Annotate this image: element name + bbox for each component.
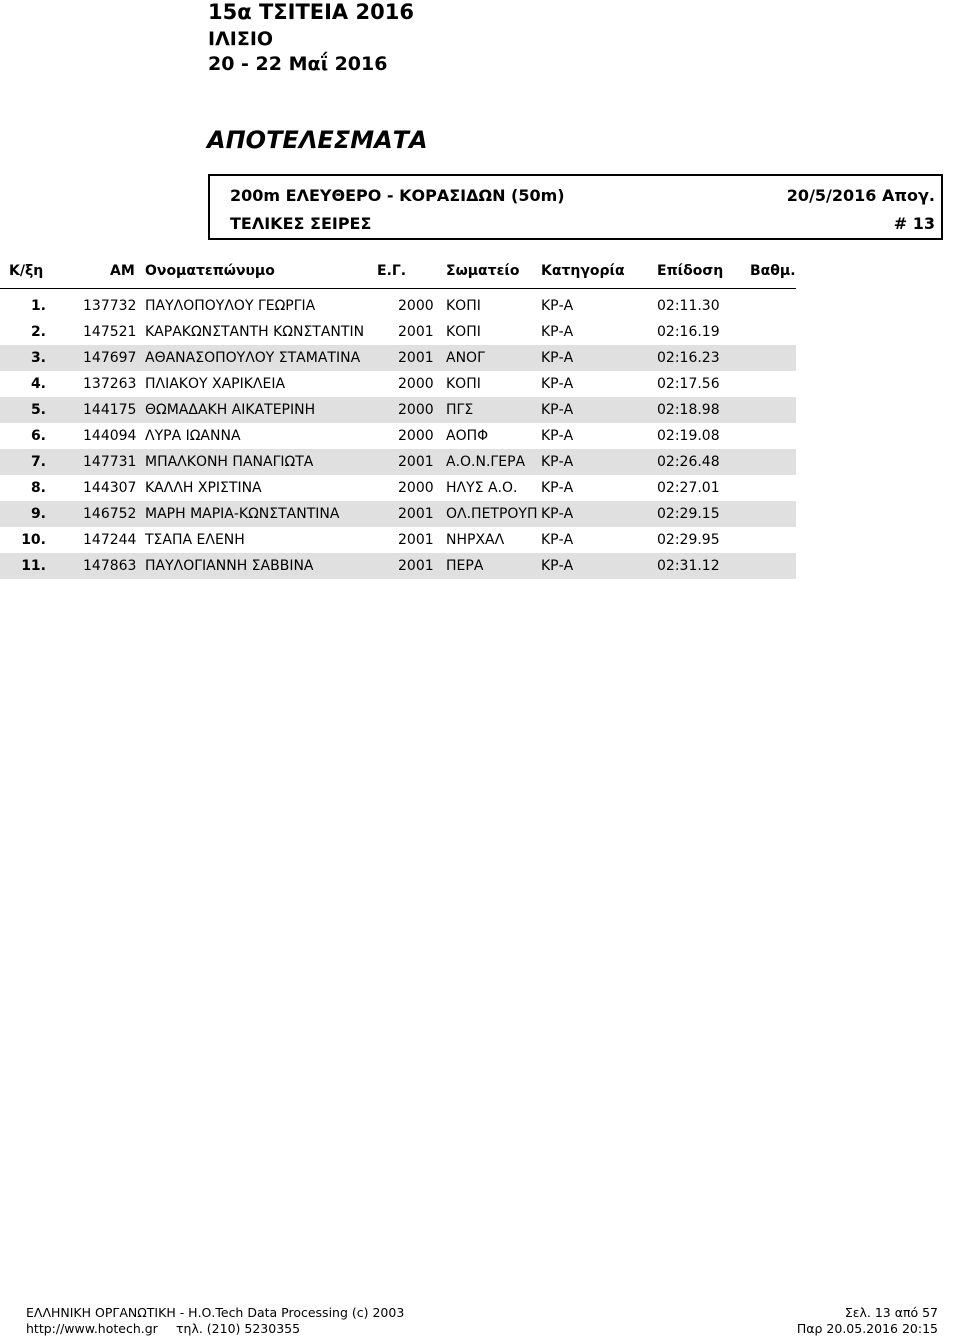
cell-category: ΚΡ-Α xyxy=(541,376,574,392)
cell-club: Α.Ο.Ν.ΓΕΡΑ xyxy=(446,454,526,470)
cell-category: ΚΡ-Α xyxy=(541,402,574,418)
cell-rank: 5. xyxy=(30,402,46,418)
footer-website: http://www.hotech.gr xyxy=(26,1321,158,1336)
table-row xyxy=(0,449,796,475)
meet-dates: 20 - 22 Μαΐ 2016 xyxy=(208,53,388,75)
table-row xyxy=(0,293,796,319)
cell-am: 147697 xyxy=(83,350,137,366)
cell-name: ΜΠΑΛΚΟΝΗ ΠΑΝΑΓΙΩΤΑ xyxy=(145,454,314,470)
cell-yob: 2001 xyxy=(398,506,434,522)
cell-name: ΑΘΑΝΑΣΟΠΟΥΛΟΥ ΣΤΑΜΑΤΙΝΑ xyxy=(145,350,361,366)
cell-yob: 2000 xyxy=(398,376,434,392)
cell-club: ΝΗΡΧΑΛ xyxy=(446,532,505,548)
footer-page: Σελ. 13 από 57 xyxy=(844,1305,938,1320)
cell-category: ΚΡ-Α xyxy=(541,532,574,548)
cell-performance: 02:16.23 xyxy=(657,350,720,366)
cell-am: 144307 xyxy=(83,480,137,496)
cell-yob: 2000 xyxy=(398,480,434,496)
cell-club: ΗΛΥΣ Α.Ο. xyxy=(446,480,518,496)
cell-name: ΠΛΙΑΚΟΥ ΧΑΡΙΚΛΕΙΑ xyxy=(145,376,286,392)
cell-club: ΚΟΠΙ xyxy=(446,298,481,314)
cell-rank: 11. xyxy=(21,558,46,574)
cell-performance: 02:11.30 xyxy=(657,298,720,314)
cell-category: ΚΡ-Α xyxy=(541,350,574,366)
cell-am: 144094 xyxy=(83,428,137,444)
cell-performance: 02:27.01 xyxy=(657,480,720,496)
cell-category: ΚΡ-Α xyxy=(541,480,574,496)
cell-yob: 2000 xyxy=(398,298,434,314)
cell-performance: 02:26.48 xyxy=(657,454,720,470)
cell-yob: 2001 xyxy=(398,350,434,366)
event-round: ΤΕΛΙΚΕΣ ΣΕΙΡΕΣ xyxy=(230,214,372,233)
footer-printed: Παρ 20.05.2016 20:15 xyxy=(796,1321,938,1336)
table-row xyxy=(0,423,796,449)
results-title: ΑΠΟΤΕΛΕΣΜΑΤΑ xyxy=(207,126,428,154)
cell-performance: 02:29.95 xyxy=(657,532,720,548)
cell-performance: 02:16.19 xyxy=(657,324,720,340)
cell-am: 147863 xyxy=(83,558,137,574)
cell-rank: 9. xyxy=(30,506,46,522)
col-points: Βαθμ. xyxy=(750,263,796,279)
cell-name: ΤΣΑΠΑ ΕΛΕΝΗ xyxy=(145,532,245,548)
footer-org: ΕΛΛΗΝΙΚΗ ΟΡΓΑΝΩΤΙΚΗ - Η.Ο.Tech Data Processing (c) 2003 xyxy=(26,1305,405,1320)
cell-am: 147521 xyxy=(83,324,137,340)
table-row xyxy=(0,319,796,345)
cell-name: ΚΑΛΛΗ ΧΡΙΣΤΙΝΑ xyxy=(145,480,262,496)
header-rule xyxy=(0,288,796,289)
cell-name: ΛΥΡΑ ΙΩΑΝΝΑ xyxy=(145,428,241,444)
col-category: Κατηγορία xyxy=(541,263,625,279)
cell-am: 144175 xyxy=(83,402,137,418)
cell-performance: 02:19.08 xyxy=(657,428,720,444)
cell-am: 137263 xyxy=(83,376,137,392)
cell-yob: 2001 xyxy=(398,324,434,340)
cell-club: ΠΓΣ xyxy=(446,402,474,418)
cell-yob: 2000 xyxy=(398,402,434,418)
cell-performance: 02:31.12 xyxy=(657,558,720,574)
event-date-session: 20/5/2016 Απογ. xyxy=(786,186,935,205)
cell-rank: 7. xyxy=(30,454,46,470)
cell-category: ΚΡ-Α xyxy=(541,324,574,340)
table-row xyxy=(0,527,796,553)
cell-am: 147731 xyxy=(83,454,137,470)
cell-name: ΚΑΡΑΚΩΝΣΤΑΝΤΗ ΚΩΝΣΤΑΝΤΙΝ xyxy=(145,324,365,340)
col-rank: Κ/ξη xyxy=(9,263,44,279)
table-row xyxy=(0,397,796,423)
col-am: ΑΜ xyxy=(110,263,135,279)
meet-title: 15α ΤΣΙΤΕΙΑ 2016 xyxy=(208,0,414,24)
col-name: Ονοματεπώνυμο xyxy=(145,263,275,279)
table-row xyxy=(0,501,796,527)
table-row xyxy=(0,371,796,397)
cell-rank: 6. xyxy=(30,428,46,444)
cell-yob: 2001 xyxy=(398,454,434,470)
cell-category: ΚΡ-Α xyxy=(541,298,574,314)
cell-yob: 2000 xyxy=(398,428,434,444)
cell-am: 146752 xyxy=(83,506,137,522)
cell-club: ΚΟΠΙ xyxy=(446,324,481,340)
cell-category: ΚΡ-Α xyxy=(541,428,574,444)
cell-yob: 2001 xyxy=(398,532,434,548)
event-number: # 13 xyxy=(893,214,935,233)
cell-name: ΜΑΡΗ ΜΑΡΙΑ-ΚΩΝΣΤΑΝΤΙΝΑ xyxy=(145,506,340,522)
cell-category: ΚΡ-Α xyxy=(541,506,574,522)
col-club: Σωματείο xyxy=(446,263,520,279)
cell-yob: 2001 xyxy=(398,558,434,574)
footer-phone: τηλ. (210) 5230355 xyxy=(176,1321,301,1336)
cell-performance: 02:29.15 xyxy=(657,506,720,522)
cell-club: ΠΕΡΑ xyxy=(446,558,484,574)
cell-am: 137732 xyxy=(83,298,137,314)
meet-venue: ΙΛΙΣΙΟ xyxy=(208,28,274,50)
cell-rank: 3. xyxy=(30,350,46,366)
table-row xyxy=(0,345,796,371)
cell-name: ΘΩΜΑΔΑΚΗ ΑΙΚΑΤΕΡΙΝΗ xyxy=(145,402,316,418)
cell-rank: 1. xyxy=(30,298,46,314)
cell-category: ΚΡ-Α xyxy=(541,454,574,470)
table-row xyxy=(0,475,796,501)
cell-club: ΑΝΟΓ xyxy=(446,350,485,366)
cell-rank: 4. xyxy=(30,376,46,392)
table-row xyxy=(0,553,796,579)
cell-rank: 2. xyxy=(30,324,46,340)
cell-performance: 02:18.98 xyxy=(657,402,720,418)
event-name: 200m ΕΛΕΥΘΕΡΟ - ΚΟΡΑΣΙΔΩΝ (50m) xyxy=(230,186,565,205)
cell-category: ΚΡ-Α xyxy=(541,558,574,574)
col-yob: Ε.Γ. xyxy=(377,263,407,279)
cell-performance: 02:17.56 xyxy=(657,376,720,392)
cell-club: ΚΟΠΙ xyxy=(446,376,481,392)
cell-rank: 10. xyxy=(21,532,46,548)
cell-club: ΟΛ.ΠΕΤΡΟΥΠ xyxy=(446,506,538,522)
cell-am: 147244 xyxy=(83,532,137,548)
cell-name: ΠΑΥΛΟΠΟΥΛΟΥ ΓΕΩΡΓΙΑ xyxy=(145,298,316,314)
cell-club: ΑΟΠΦ xyxy=(446,428,489,444)
col-performance: Επίδοση xyxy=(657,263,724,279)
event-box xyxy=(208,174,943,240)
cell-name: ΠΑΥΛΟΓΙΑΝΝΗ ΣΑΒΒΙΝΑ xyxy=(145,558,314,574)
cell-rank: 8. xyxy=(30,480,46,496)
